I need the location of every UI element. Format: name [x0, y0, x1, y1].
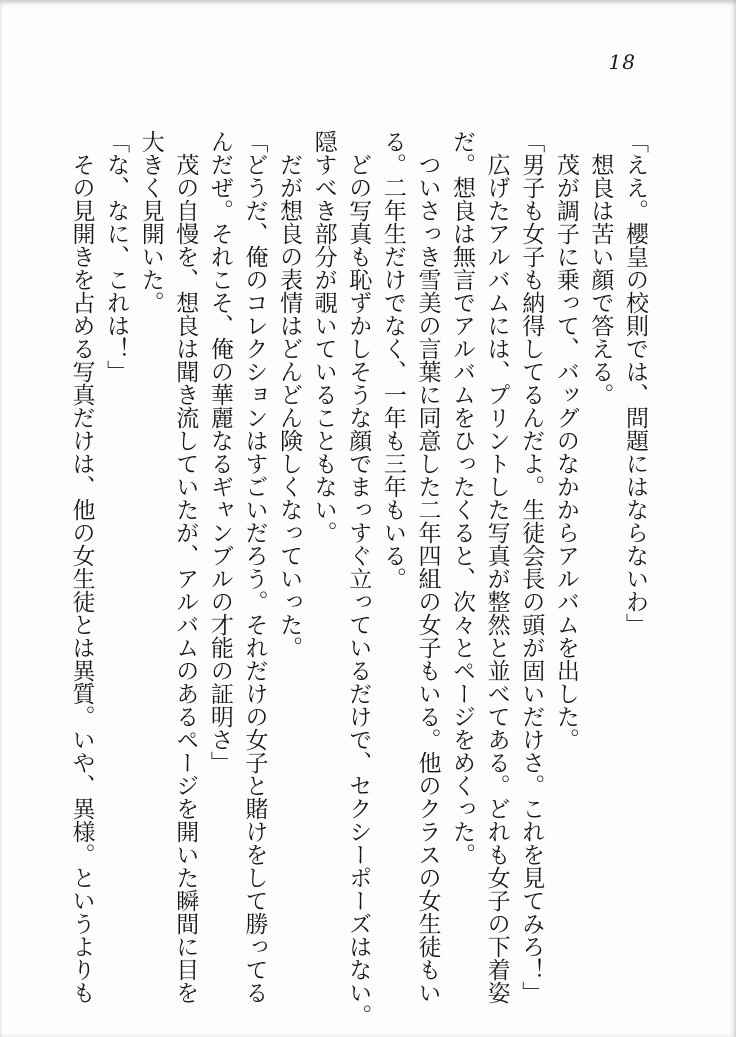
- text-line: だ。想良は無言でアルバムをひったくると、次々とページをめくった。: [449, 130, 476, 866]
- page-text-block: [64, 130, 652, 1027]
- text-line: 「ええ。櫻皇の校則では、問題にはならないわ」: [622, 130, 648, 636]
- text-line: その見開きを占める写真だけは、他の女生徒とは異質。いや、異様。というよりも: [68, 153, 95, 1004]
- text-line: 茂の自慢を、想良は聞き流していたが、アルバムのあるページを開いた瞬間に目を: [172, 153, 199, 1004]
- text-line: 広げたアルバムには、プリントした写真が整然と並べてある。どれも女子の下着姿: [483, 153, 510, 1004]
- text-line: 隠すべき部分が覗いていることもない。: [310, 130, 337, 544]
- text-line: だが想良の表情はどんどん険しくなっていった。: [276, 153, 303, 659]
- text-line: 「な、なに、これは！」: [103, 130, 130, 383]
- text-line: 想良は苦い顔で答える。: [587, 153, 614, 406]
- page-number: 18: [608, 50, 636, 74]
- text-line: 大きく見開いた。: [137, 130, 164, 314]
- text-line: どの写真も恥ずかしそうな顔でまっすぐ立っているだけで、セクシーポーズはない。: [345, 153, 372, 1027]
- text-line: んだぜ。それこそ、俺の華麗なるギャンブルの才能の証明さ」: [206, 130, 233, 774]
- text-line: 「男子も女子も納得してるんだよ。生徒会長の頭が固いだけさ。これを見てみろ！」: [518, 130, 545, 1004]
- text-line: る。二年生だけでなく、一年も三年もいる。: [379, 130, 406, 590]
- text-line: 「どうだ、俺のコレクションはすごいだろう。それだけの女子と賭けをして勝ってる: [241, 130, 268, 1004]
- text-line: 茂が調子に乗って、バッグのなかからアルバムを出した。: [552, 153, 579, 751]
- text-line: ついさっき雪美の言葉に同意した二年四組の女子もいる。他のクラスの女生徒もい: [414, 153, 441, 1004]
